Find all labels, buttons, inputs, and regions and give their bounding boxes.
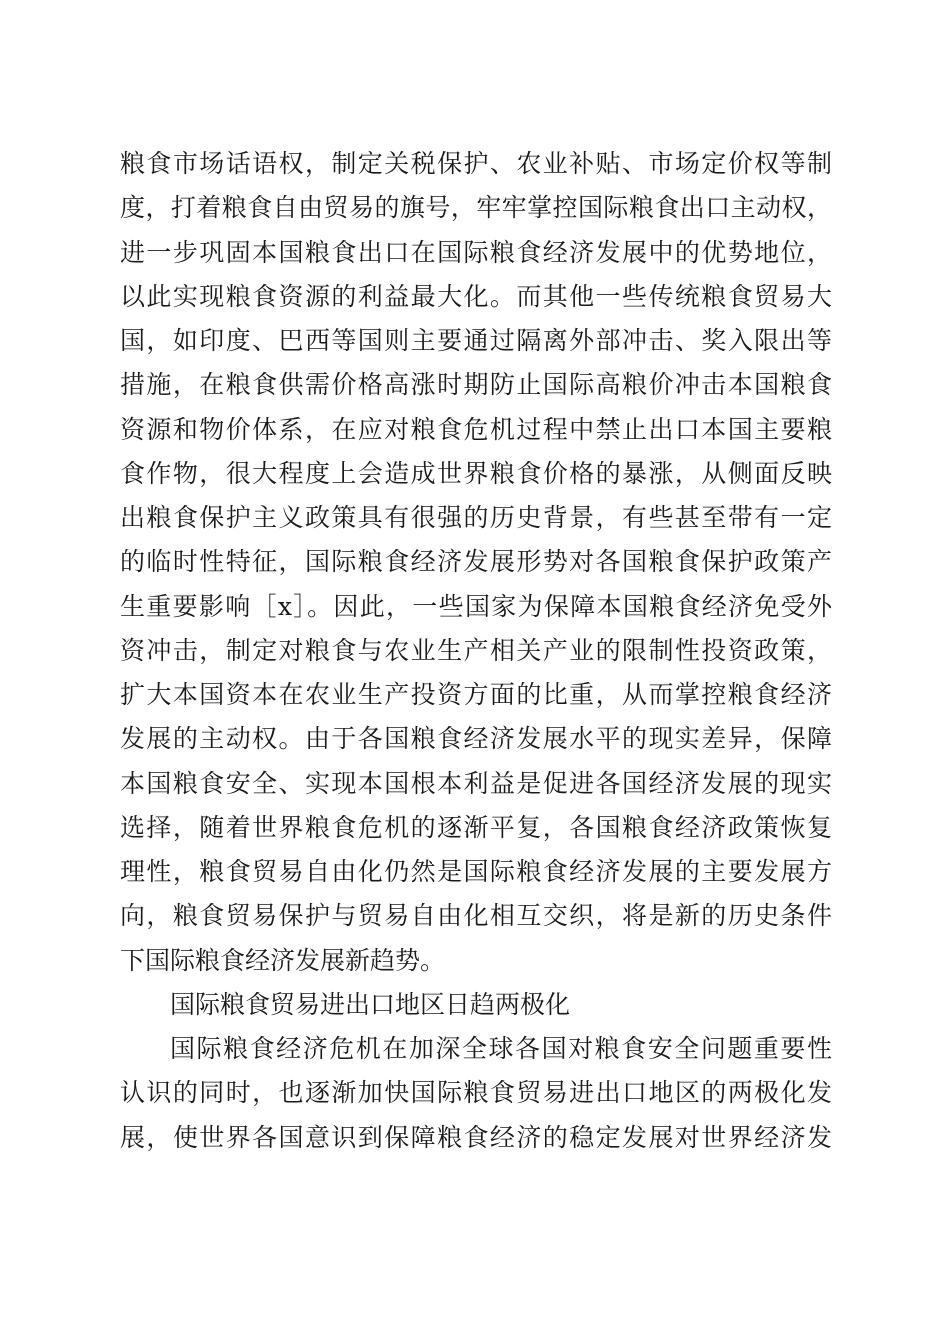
text-line: 国际粮食经济危机在加深全球各国对粮食安全问题重要性 — [170, 1034, 832, 1063]
text-line: 粮食市场话语权，制定关税保护、农业补贴、市场定价权等制 — [120, 149, 832, 178]
section-heading: 国际粮食贸易进出口地区日趋两极化 — [170, 989, 571, 1019]
text-line: 选择，随着世界粮食危机的逐渐平复，各国粮食经济政策恢复 — [120, 812, 832, 842]
paragraph-1 — [120, 142, 832, 983]
paragraph-2 — [120, 1027, 832, 1160]
text-line: 以此实现粮食资源的利益最大化。而其他一些传统粮食贸易大 — [120, 281, 832, 311]
text-line: 发展的主动权。由于各国粮食经济发展水平的现实差异，保障 — [120, 724, 832, 754]
text-line: 本国粮食安全、实现本国根本利益是促进各国经济发展的现实 — [120, 768, 832, 798]
text-line: 的临时性特征，国际粮食经济发展形势对各国粮食保护政策产 — [120, 547, 832, 577]
text-line: 生重要影响［x］。因此，一些国家为保障本国粮食经济免受外 — [120, 591, 832, 621]
text-line: 度，打着粮食自由贸易的旗号，牢牢掌控国际粮食出口主动权， — [120, 193, 832, 223]
text-line: 向，粮食贸易保护与贸易自由化相互交织，将是新的历史条件 — [120, 901, 832, 931]
text-line: 出粮食保护主义政策具有很强的历史背景，有些甚至带有一定 — [120, 503, 832, 532]
text-line: 国，如印度、巴西等国则主要通过隔离外部冲击、奖入限出等 — [120, 326, 832, 355]
text-line: 措施，在粮食供需价格高涨时期防止国际高粮价冲击本国粮食 — [120, 370, 832, 400]
text-line: 食作物，很大程度上会造成世界粮食价格的暴涨，从侧面反映 — [120, 458, 832, 488]
body-text — [120, 142, 832, 1160]
text-line: 进一步巩固本国粮食出口在国际粮食经济发展中的优势地位， — [120, 237, 832, 267]
text-line: 资冲击，制定对粮食与农业生产相关产业的限制性投资政策， — [120, 635, 832, 665]
text-line: 资源和物价体系，在应对粮食危机过程中禁止出口本国主要粮 — [120, 414, 832, 444]
text-line: 认识的同时，也逐渐加快国际粮食贸易进出口地区的两极化发 — [120, 1078, 832, 1108]
text-line: 展，使世界各国意识到保障粮食经济的稳定发展对世界经济发 — [120, 1122, 832, 1152]
text-line: 下国际粮食经济发展新趋势。 — [120, 945, 446, 975]
text-line: 理性，粮食贸易自由化仍然是国际粮食经济发展的主要发展方 — [120, 857, 832, 886]
text-line: 扩大本国资本在农业生产投资方面的比重，从而掌控粮食经济 — [120, 680, 832, 709]
